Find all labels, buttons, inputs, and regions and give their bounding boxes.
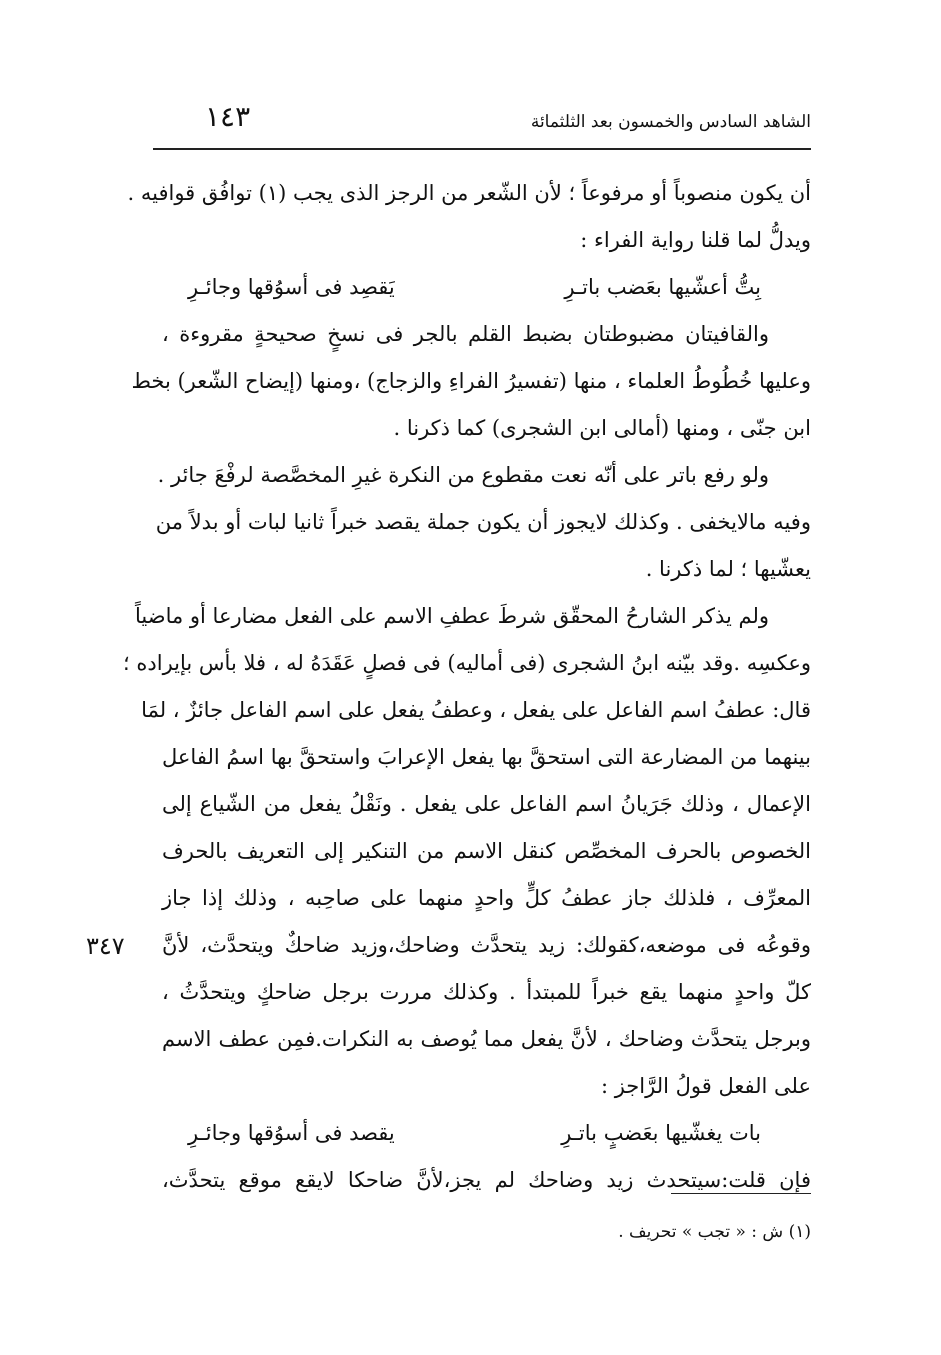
margin-reference-number: ٣٤٧ [86, 932, 125, 960]
verse-first-hemistich: بات يغشّيها بعَضبٍ باتـرِ [561, 1121, 761, 1145]
text-line: المعرِّف ، فلذلك جاز عطفُ كلٍّ واحدٍ منهما على صاحِبه ، وذلك إذا جاز [162, 886, 811, 910]
verse-first-hemistich: بِتُّ أعشّيها بعَضب باتـرِ [564, 275, 761, 299]
verse-second-hemistich: يقصد فى أسوُقها وجائـرِ [188, 1121, 395, 1145]
text-line: وعكسِه .وقد بيّنه ابنُ الشجرى (فى أماليه) فى فصلٍ عَقَدَهُ له ، فلا بأس بإيراده ؛ [123, 651, 811, 675]
text-line: والقافيتان مضبوطتان بضبط القلم بالجر فى نسخٍ صحيحةٍ مقروءة ، [162, 322, 769, 346]
main-text [123, 170, 811, 1204]
header-rule [153, 148, 811, 150]
footnote: (١) ش : « تجب » تحريف . [618, 1222, 811, 1242]
text-line: ولم يذكر الشارحُ المحقّق شرطَ عطفِ الاسم على الفعل مضارعا أو ماضياً [135, 604, 769, 628]
text-line: كلّ واحدٍ منهما يقع خبراً للمبتدأ . وكذلك مررت برجل ضاحكٍ ويتحدَّثُ ، [162, 980, 811, 1004]
text-line: فإن قلت:سيتحدث زيد وضاحك لم يجز،لأنَّ ضاحكا لايقع موقع يتحدَّث، [162, 1168, 811, 1192]
text-line: ابن جنّى ، ومنها (أمالى ابن الشجرى) كما ذكرنا . [393, 416, 811, 440]
text-line: الخصوص بالحرف المخصِّص كنقل الاسم من التنكير إلى التعريف بالحرف [162, 839, 811, 863]
text-line: أن يكون منصوباً أو مرفوعاً ؛ لأن الشّعر من الرجز الذى يجب (١) توافُق قوافيه . [127, 181, 811, 205]
footnote-rule [671, 1193, 811, 1194]
text-line: بينهما من المضارعة التى استحقَّ بها يفعل الإعرابَ واستحقَّ بها اسمُ الفاعل [162, 745, 811, 769]
text-line: وفيه مالايخفى . وكذلك لايجوز أن يكون جملة يقصد خبراً ثانيا لبات أو بدلاً من [155, 510, 811, 534]
text-line: يعشّيها ؛ لما ذكرنا . [645, 557, 811, 581]
text-line: وبرجل يتحدَّث وضاحك ، لأنَّ يفعل مما يُوصف به النكرات.فمِن عطف الاسم [162, 1027, 811, 1051]
running-header-title: الشاهد السادس والخمسون بعد الثلثمائة [530, 112, 811, 132]
text-line: وقوعُه فى موضعه،كقولك: زيد يتحدَّث وضاحك،وزيد ضاحكٌ ويتحدَّث، لأنَّ [162, 933, 811, 957]
text-line: ولو رفع باتر على أنّه نعت مقطوع من النكرة غيرِ المخصَّصة لرفْعَ جائر . [157, 463, 769, 487]
page-number: ١٤٣ [205, 100, 251, 133]
text-line: قال: عطفُ اسم الفاعل على يفعل ، وعطفُ يفعل على اسم الفاعل جائزٌ ، لمَا [141, 698, 811, 722]
verse-second-hemistich: يَقصِد فى أسوُقها وجائـرِ [188, 275, 395, 299]
verse-line [162, 264, 811, 311]
text-line: الإعمال ، وذلك جَرَيانُ اسم الفاعل على يفعل . ونَقْلُ يفعل من الشّياع إلى [162, 792, 811, 816]
text-line: ويدلُّ لما قلنا رواية الفراء : [580, 228, 811, 252]
verse-line [162, 1110, 811, 1157]
text-line: على الفعل قولُ الرَّاجز : [600, 1074, 811, 1098]
text-line: وعليها خُطُوطُ العلماء ، منها (تفسيرُ الفراءِ والزجاج) ،ومنها (إيضاح الشّعر) بخط [131, 369, 811, 393]
